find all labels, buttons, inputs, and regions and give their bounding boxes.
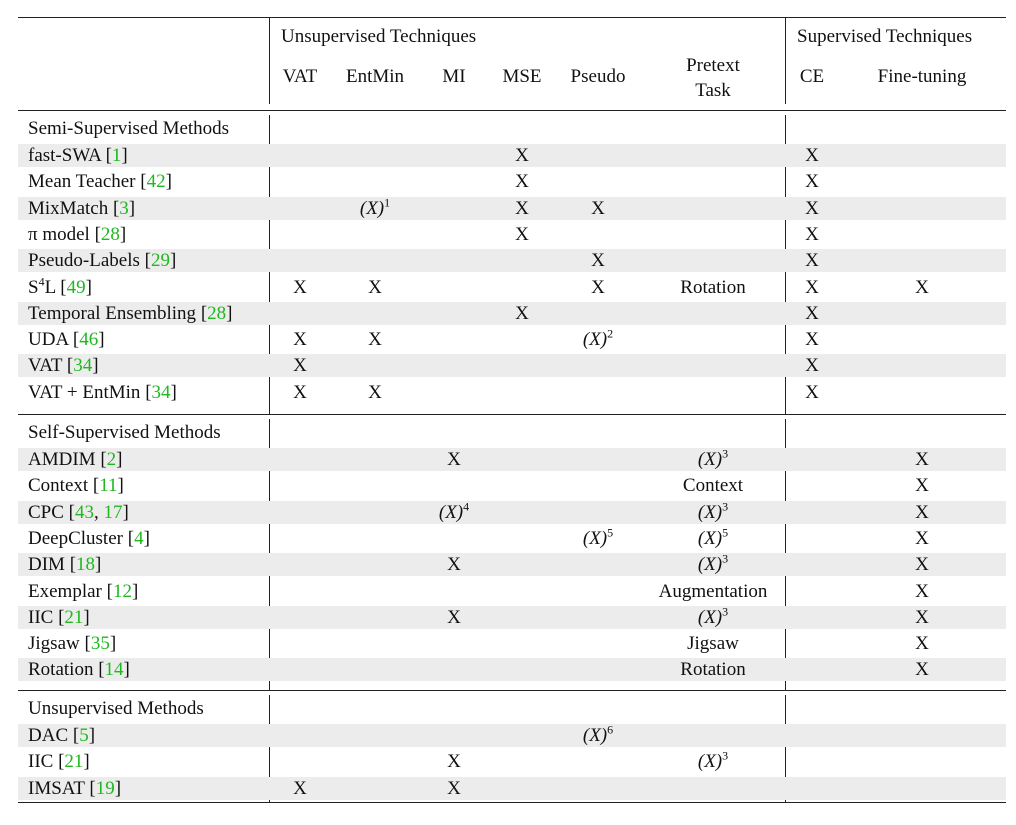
table-cell: X <box>915 633 929 655</box>
section-rule-0 <box>18 110 1006 111</box>
table-cell: X <box>591 197 605 219</box>
section-title: Unsupervised Methods <box>28 698 204 719</box>
col-header-pretext-task: Pretext Task <box>686 55 740 101</box>
table-cell: X <box>447 606 461 628</box>
cell-mark: (X) <box>697 449 723 470</box>
table-cell: Context <box>682 475 744 497</box>
citation-link[interactable]: 18 <box>76 554 96 576</box>
citation-link[interactable]: 34 <box>73 355 93 377</box>
method-name: $S^4L$ [49] <box>28 274 92 298</box>
table-cell: X <box>293 329 307 351</box>
unsupervised-techniques-header: Unsupervised Techniques <box>281 26 477 47</box>
table-cell: X <box>915 501 929 523</box>
table-cell: X <box>368 329 382 351</box>
citation-link[interactable]: 42 <box>146 171 166 193</box>
table-cell: X <box>805 381 819 403</box>
cell-mark: (X) <box>697 751 723 773</box>
row-shade <box>18 777 1006 800</box>
header-divider-left <box>269 18 270 104</box>
citation-link[interactable]: 4 <box>134 527 144 549</box>
method-name: Rotation [14] <box>28 659 130 681</box>
section-title: Self-Supervised Methods <box>28 422 221 443</box>
citation-link[interactable]: 21 <box>64 606 84 628</box>
table-cell: X <box>915 606 929 628</box>
method-name: AMDIM [2] <box>28 449 123 470</box>
method-name: Jigsaw [35] <box>28 633 117 655</box>
row-shade <box>18 354 1006 377</box>
row-shade <box>18 658 1006 681</box>
table-cell <box>697 525 729 550</box>
cell-mark: (X) <box>697 606 723 628</box>
section-rule-2 <box>18 690 1006 691</box>
method-name: Temporal Ensembling [28] <box>28 302 233 324</box>
table-cell: X <box>293 381 307 403</box>
table-cell: X <box>515 197 529 219</box>
table-cell: Jigsaw <box>687 633 739 655</box>
cell-mark: (X) <box>359 197 385 219</box>
method-name: MixMatch [3] <box>28 197 136 219</box>
table-cell: X <box>805 250 819 272</box>
cell-mark: (X) <box>697 554 723 576</box>
row-shade <box>18 197 1006 220</box>
footnote-marker: 5 <box>607 525 614 540</box>
top-rule <box>18 17 1006 18</box>
method-name: DeepCluster [4] <box>28 527 150 549</box>
col-header-vat: VAT <box>282 66 318 87</box>
cell-mark: (X) <box>582 527 608 549</box>
table-cell <box>697 499 729 524</box>
table-cell: X <box>447 554 461 576</box>
row-shade <box>18 724 1006 747</box>
table-cell: Rotation <box>680 276 746 298</box>
cell-mark: (X) <box>697 527 723 549</box>
table-cell: X <box>447 449 461 470</box>
table-cell: X <box>805 223 819 245</box>
table-cell: X <box>915 276 929 298</box>
citation-link[interactable]: 46 <box>79 329 99 351</box>
row-shade <box>18 553 1006 576</box>
row-shade <box>18 606 1006 629</box>
section-rule-1 <box>18 414 1006 415</box>
supervised-techniques-header: Supervised Techniques <box>797 26 973 47</box>
section-title: Semi-Supervised Methods <box>28 118 230 139</box>
method-name: fast-SWA [1] <box>28 145 128 166</box>
footnote-marker: 3 <box>722 551 729 566</box>
method-name: Context [11] <box>28 475 124 497</box>
row-shade <box>18 448 1006 471</box>
table-cell: X <box>447 751 461 773</box>
method-name: CPC [43, 17] <box>28 501 129 523</box>
citation-link[interactable]: 3 <box>119 197 129 219</box>
col-header-fine-tuning: Fine-tuning <box>877 66 967 87</box>
citation-link[interactable]: 28 <box>207 302 227 324</box>
col-header-mse: MSE <box>502 66 542 87</box>
table-cell: X <box>805 171 819 193</box>
cell-mark: (X) <box>582 329 608 351</box>
table-cell: X <box>368 381 382 403</box>
method-name: Pseudo-Labels [29] <box>28 250 177 272</box>
citation-link[interactable]: 5 <box>79 725 89 746</box>
table-cell <box>697 551 729 576</box>
table-cell: X <box>805 145 819 166</box>
method-name: IMSAT [19] <box>28 777 122 799</box>
method-name: VAT + EntMin [34] <box>28 381 177 403</box>
footnote-marker: 1 <box>384 195 391 210</box>
cell-mark: (X) <box>697 501 723 523</box>
method-name: IIC [21] <box>28 606 90 628</box>
table-cell: X <box>915 580 929 602</box>
superscript: 4 <box>38 274 45 289</box>
table-cell <box>582 525 614 550</box>
footnote-marker: 6 <box>607 722 614 737</box>
method-name: DAC [5] <box>28 725 96 746</box>
citation-link[interactable]: 12 <box>112 580 132 602</box>
citation-link[interactable]: 35 <box>90 633 110 655</box>
citation-link[interactable]: 2 <box>106 449 117 470</box>
table-cell: X <box>915 527 929 549</box>
citation-link[interactable]: 11 <box>99 475 118 497</box>
col-header-ce: CE <box>799 66 825 87</box>
table-cell: X <box>293 355 307 377</box>
table-cell: X <box>805 302 819 324</box>
citation-link[interactable]: 28 <box>100 223 120 245</box>
table-cell <box>438 499 470 524</box>
table-cell: X <box>368 276 382 298</box>
footnote-marker: 4 <box>463 499 470 514</box>
footnote-marker: 2 <box>607 326 614 341</box>
table-cell: X <box>515 171 529 193</box>
citation-link[interactable]: 17 <box>103 501 123 523</box>
table-cell: X <box>515 302 529 324</box>
citation-link[interactable]: 29 <box>150 250 170 272</box>
table-cell: X <box>591 250 605 272</box>
table-cell: X <box>915 449 929 470</box>
footnote-marker: 3 <box>722 446 729 461</box>
table-cell: X <box>805 329 819 351</box>
table-cell: X <box>515 223 529 245</box>
cell-mark: (X) <box>582 725 608 746</box>
col-header-pseudo: Pseudo <box>570 66 626 87</box>
method-name: IIC [21] <box>28 751 90 773</box>
method-name: Mean Teacher [42] <box>28 171 172 193</box>
table-cell <box>582 326 614 351</box>
method-name: π model [28] <box>28 223 127 245</box>
header-divider-right <box>785 18 786 104</box>
footnote-marker: 3 <box>722 604 729 619</box>
table-cell: X <box>805 197 819 219</box>
method-name: UDA [46] <box>28 329 105 351</box>
citation-link[interactable]: 34 <box>151 381 171 403</box>
table-cell: X <box>915 554 929 576</box>
table-cell: X <box>591 276 605 298</box>
table-cell <box>697 446 729 471</box>
citation-link[interactable]: 14 <box>104 659 124 681</box>
table-cell <box>582 722 614 747</box>
table-cell <box>697 604 729 629</box>
section-rule-3 <box>18 802 1006 803</box>
table-cell: Rotation <box>680 659 746 681</box>
footnote-marker: 3 <box>722 748 729 763</box>
cell-mark: (X) <box>438 501 464 523</box>
footnote-marker: 3 <box>722 499 729 514</box>
table-cell <box>697 748 729 773</box>
citation-link[interactable]: 21 <box>64 751 84 773</box>
table-cell: X <box>293 777 307 799</box>
row-shade <box>18 501 1006 524</box>
citation-link[interactable]: 1 <box>111 145 122 166</box>
table-cell <box>359 195 391 220</box>
table-cell: X <box>915 659 929 681</box>
table-cell: Augmentation <box>658 580 768 602</box>
citation-link[interactable]: 19 <box>95 777 115 799</box>
table-cell: X <box>805 355 819 377</box>
citation-link[interactable]: 49 <box>66 276 86 298</box>
table-cell: X <box>447 777 461 799</box>
col-header-mi: MI <box>442 66 466 87</box>
citation-link[interactable]: 43 <box>75 501 94 523</box>
comparison-table <box>18 0 1006 825</box>
col-header-entmin: EntMin <box>345 66 405 87</box>
method-name: Exemplar [12] <box>28 580 139 602</box>
footnote-marker: 5 <box>722 525 729 540</box>
method-name: VAT [34] <box>28 355 99 377</box>
method-name: DIM [18] <box>28 554 102 576</box>
row-shade <box>18 144 1006 167</box>
table-cell: X <box>515 145 529 166</box>
table-cell: X <box>805 276 819 298</box>
table-cell: X <box>293 276 307 298</box>
table-cell: X <box>915 475 929 497</box>
